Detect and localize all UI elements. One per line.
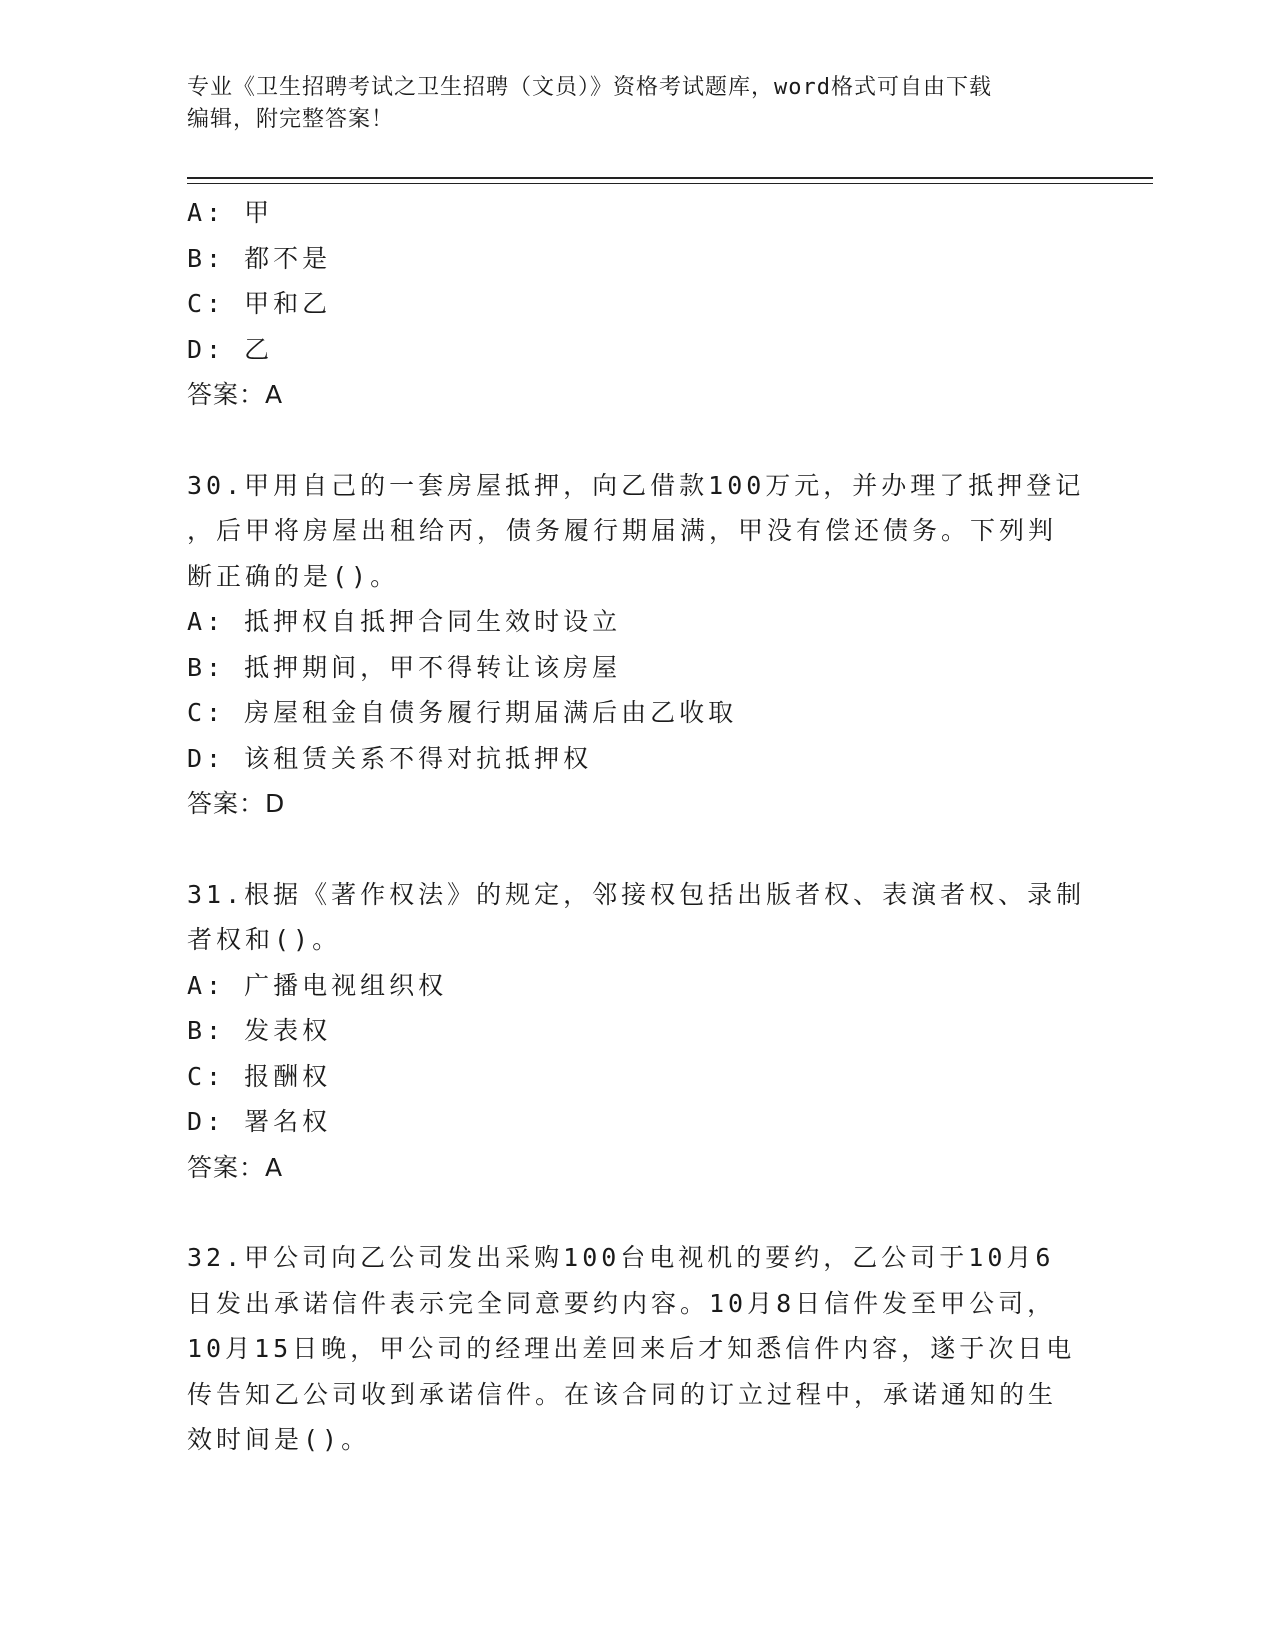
header-divider-thin (187, 183, 1153, 184)
answer-line: 答案：A (187, 380, 284, 409)
question-30-text-line-2: ，后甲将房屋出租给丙，债务履行期届满，甲没有偿还债务。下列判 (187, 516, 1058, 545)
option-d: D: 该租赁关系不得对抗抵押权 (187, 743, 593, 773)
option-a: A: 广播电视组织权 (187, 970, 448, 1000)
prev-question-block (187, 190, 1087, 418)
option-a: A: 抵押权自抵押合同生效时设立 (187, 607, 622, 636)
header-line-2: 编辑，附完整答案！ (187, 107, 395, 132)
question-32-block (187, 1235, 1087, 1463)
spacer (187, 827, 1087, 872)
option-c: C: 房屋租金自债务履行期届满后由乙收取 (187, 698, 738, 727)
question-32-text-line-2: 日发出承诺信件表示完全同意要约内容。10月8日信件发至甲公司， (187, 1288, 1057, 1318)
option-a: A: 甲 (187, 198, 274, 227)
header-divider-thick (187, 177, 1153, 179)
option-b: B: 发表权 (187, 1016, 332, 1045)
option-c: C: 甲和乙 (187, 289, 332, 318)
question-31-block (187, 872, 1087, 1191)
spacer (187, 1190, 1087, 1235)
answer-line: 答案：A (187, 1152, 284, 1182)
option-d: D: 署名权 (187, 1107, 332, 1136)
document-header (187, 72, 1087, 136)
question-32-text-line-3: 10月15日晚，甲公司的经理出差回来后才知悉信件内容，遂于次日电 (187, 1334, 1076, 1363)
question-30-text-line-1: 30.甲用自己的一套房屋抵押，向乙借款100万元，并办理了抵押登记 (187, 470, 1085, 500)
option-b: B: 抵押期间，甲不得转让该房屋 (187, 652, 622, 682)
question-30-block (187, 463, 1087, 827)
option-c: C: 报酬权 (187, 1061, 332, 1091)
question-31-text-line-2: 者权和()。 (187, 925, 342, 954)
option-b: B: 都不是 (187, 243, 332, 273)
question-32-text-line-1: 32.甲公司向乙公司发出采购100台电视机的要约，乙公司于10月6 (187, 1243, 1055, 1272)
question-31-text-line-1: 31.根据《著作权法》的规定，邻接权包括出版者权、表演者权、录制 (187, 879, 1086, 909)
question-32-text-line-5: 效时间是()。 (187, 1425, 371, 1454)
document-body (187, 190, 1087, 1463)
option-d: D: 乙 (187, 334, 274, 364)
header-line-1: 专业《卫生招聘考试之卫生招聘（文员）》资格考试题库，word格式可自由下载 (187, 75, 992, 100)
spacer (187, 418, 1087, 463)
answer-line: 答案：D (187, 789, 286, 818)
question-32-text-line-4: 传告知乙公司收到承诺信件。在该合同的订立过程中，承诺通知的生 (187, 1379, 1058, 1409)
question-30-text-line-3: 断正确的是()。 (187, 561, 400, 591)
